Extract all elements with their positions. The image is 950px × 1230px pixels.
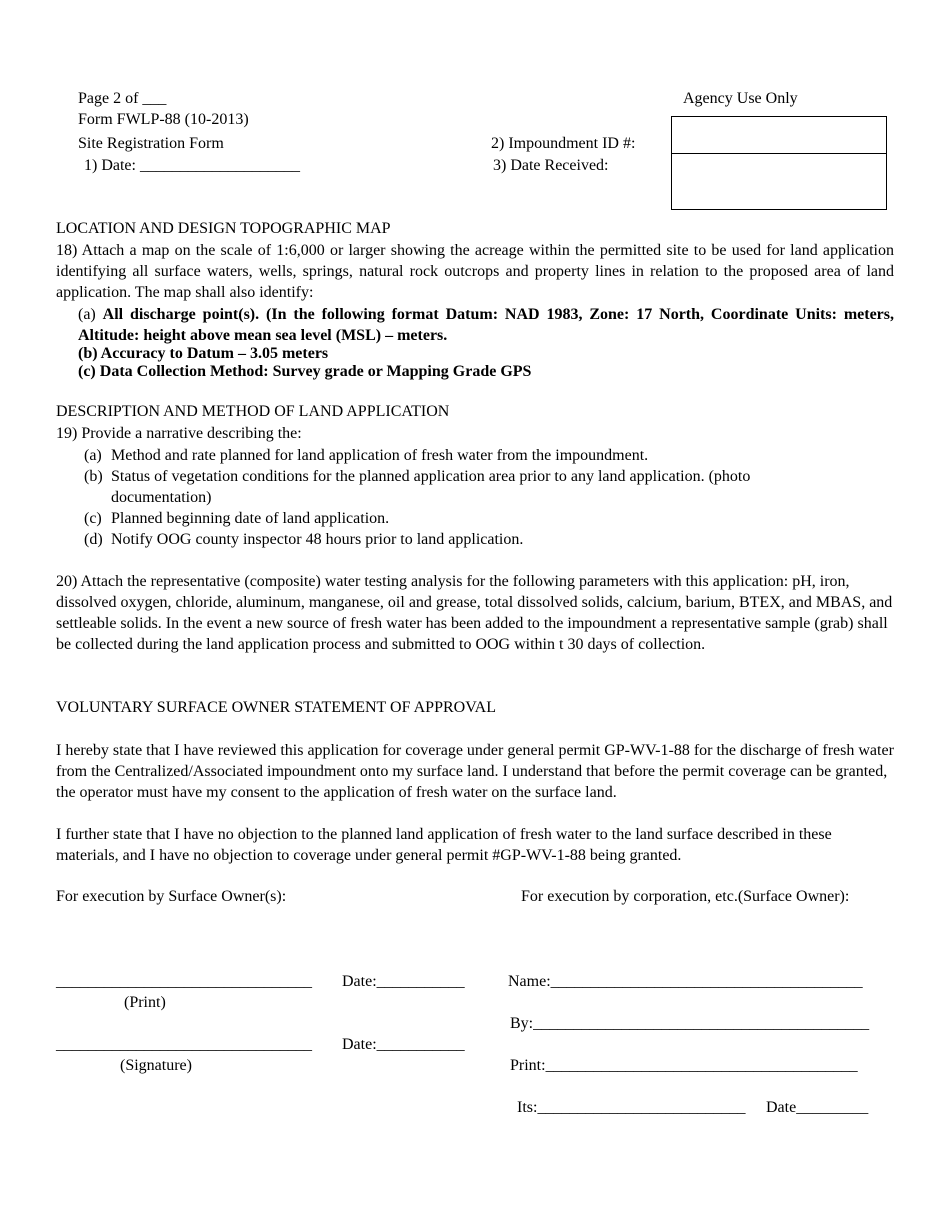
sub-a-label: (a) (78, 306, 96, 323)
form-number: Form FWLP-88 (10-2013) (78, 111, 249, 128)
list-item (84, 508, 864, 529)
print-label: (Print) (124, 994, 166, 1011)
agency-box-divider (672, 153, 886, 154)
list-item-label: (c) (84, 510, 102, 527)
date-field[interactable]: 1) Date: ____________________ (84, 157, 300, 174)
agency-use-label: Agency Use Only (683, 90, 798, 107)
corporation-execution-heading: For execution by corporation, etc.(Surface Owner): (521, 888, 850, 905)
item-18-sub-a (78, 304, 894, 346)
its-field[interactable]: Its:__________________________ (517, 1099, 746, 1116)
list-item (84, 466, 814, 508)
signature-label: (Signature) (120, 1057, 192, 1074)
page-number: Page 2 of ___ (78, 90, 167, 107)
date-received-label: 3) Date Received: (493, 157, 609, 174)
list-item-text: Method and rate planned for land application of fresh water from the impoundment. (111, 447, 649, 464)
list-item-text: Planned beginning date of land application. (111, 510, 390, 527)
approval-paragraph-2: I further state that I have no objection to the planned land application of fresh water to the land surface described in these materials, and I have no objection to coverage under general permit #GP-WV-1-88 being granted. (56, 826, 832, 864)
list-item (84, 445, 864, 466)
impoundment-id-label: 2) Impoundment ID #: (491, 135, 636, 152)
agency-use-box (671, 116, 887, 210)
item-18-text: 18) Attach a map on the scale of 1:6,000 or larger showing the acreage within the permitted site to be used for land application identifying all surface waters, wells, springs, natural rock outcrops and property lines in relation to the proposed area of land application. The map shall also identify: (56, 242, 894, 301)
description-heading: DESCRIPTION AND METHOD OF LAND APPLICATION (56, 403, 450, 420)
item-19-text: 19) Provide a narrative describing the: (56, 425, 302, 442)
list-item-label: (b) (84, 468, 103, 485)
signature-line[interactable]: ________________________________ (56, 1036, 312, 1053)
list-item-text: Notify OOG county inspector 48 hours prior to land application. (111, 531, 524, 548)
list-item-label: (d) (84, 531, 103, 548)
print-name-line[interactable]: ________________________________ (56, 973, 312, 990)
sub-a-text: All discharge point(s). (In the following format Datum: NAD 1983, Zone: 17 North, Coordinate Units: meters, Altitude: height above mean sea level (MSL) – meters. (78, 306, 895, 344)
location-heading: LOCATION AND DESIGN TOPOGRAPHIC MAP (56, 220, 391, 237)
corporation-date-field[interactable]: Date_________ (766, 1099, 869, 1116)
owner-execution-heading: For execution by Surface Owner(s): (56, 888, 287, 905)
item-18-sub-b: (b) Accuracy to Datum – 3.05 meters (78, 345, 329, 362)
date-line-2[interactable]: Date:___________ (342, 1036, 465, 1053)
list-item-text: Status of vegetation conditions for the planned application area prior to any land application. (photo documentation) (111, 468, 751, 506)
approval-paragraph-1: I hereby state that I have reviewed this application for coverage under general permit GP-WV-1-88 for the discharge of fresh water from the Centralized/Associated impoundment onto my surface land. I understand that before the permit coverage can be granted, the operator must have my consent to the application of fresh water on the surface land. (56, 742, 894, 801)
item-20-text: 20) Attach the representative (composite) water testing analysis for the following parameters with this application: pH, iron, dissolved oxygen, chloride, aluminum, manganese, oil and grease, total dissolved solids, calcium, barium, BTEX, and MBAS, and settleable solids. In the event a new source of fresh water has been added to the impoundment a representative sample (grab) shall be collected during the land application process and submitted to OOG within t 30 days of collection. (56, 573, 893, 653)
name-field[interactable]: Name:_______________________________________ (508, 973, 863, 990)
item-18-sub-c: (c) Data Collection Method: Survey grade or Mapping Grade GPS (78, 363, 532, 380)
by-field[interactable]: By:__________________________________________ (510, 1015, 870, 1032)
print-field[interactable]: Print:_______________________________________ (510, 1057, 858, 1074)
list-item-label: (a) (84, 447, 102, 464)
form-title: Site Registration Form (78, 135, 224, 152)
approval-heading: VOLUNTARY SURFACE OWNER STATEMENT OF APPROVAL (56, 699, 497, 716)
date-line-1[interactable]: Date:___________ (342, 973, 465, 990)
list-item (84, 529, 864, 550)
